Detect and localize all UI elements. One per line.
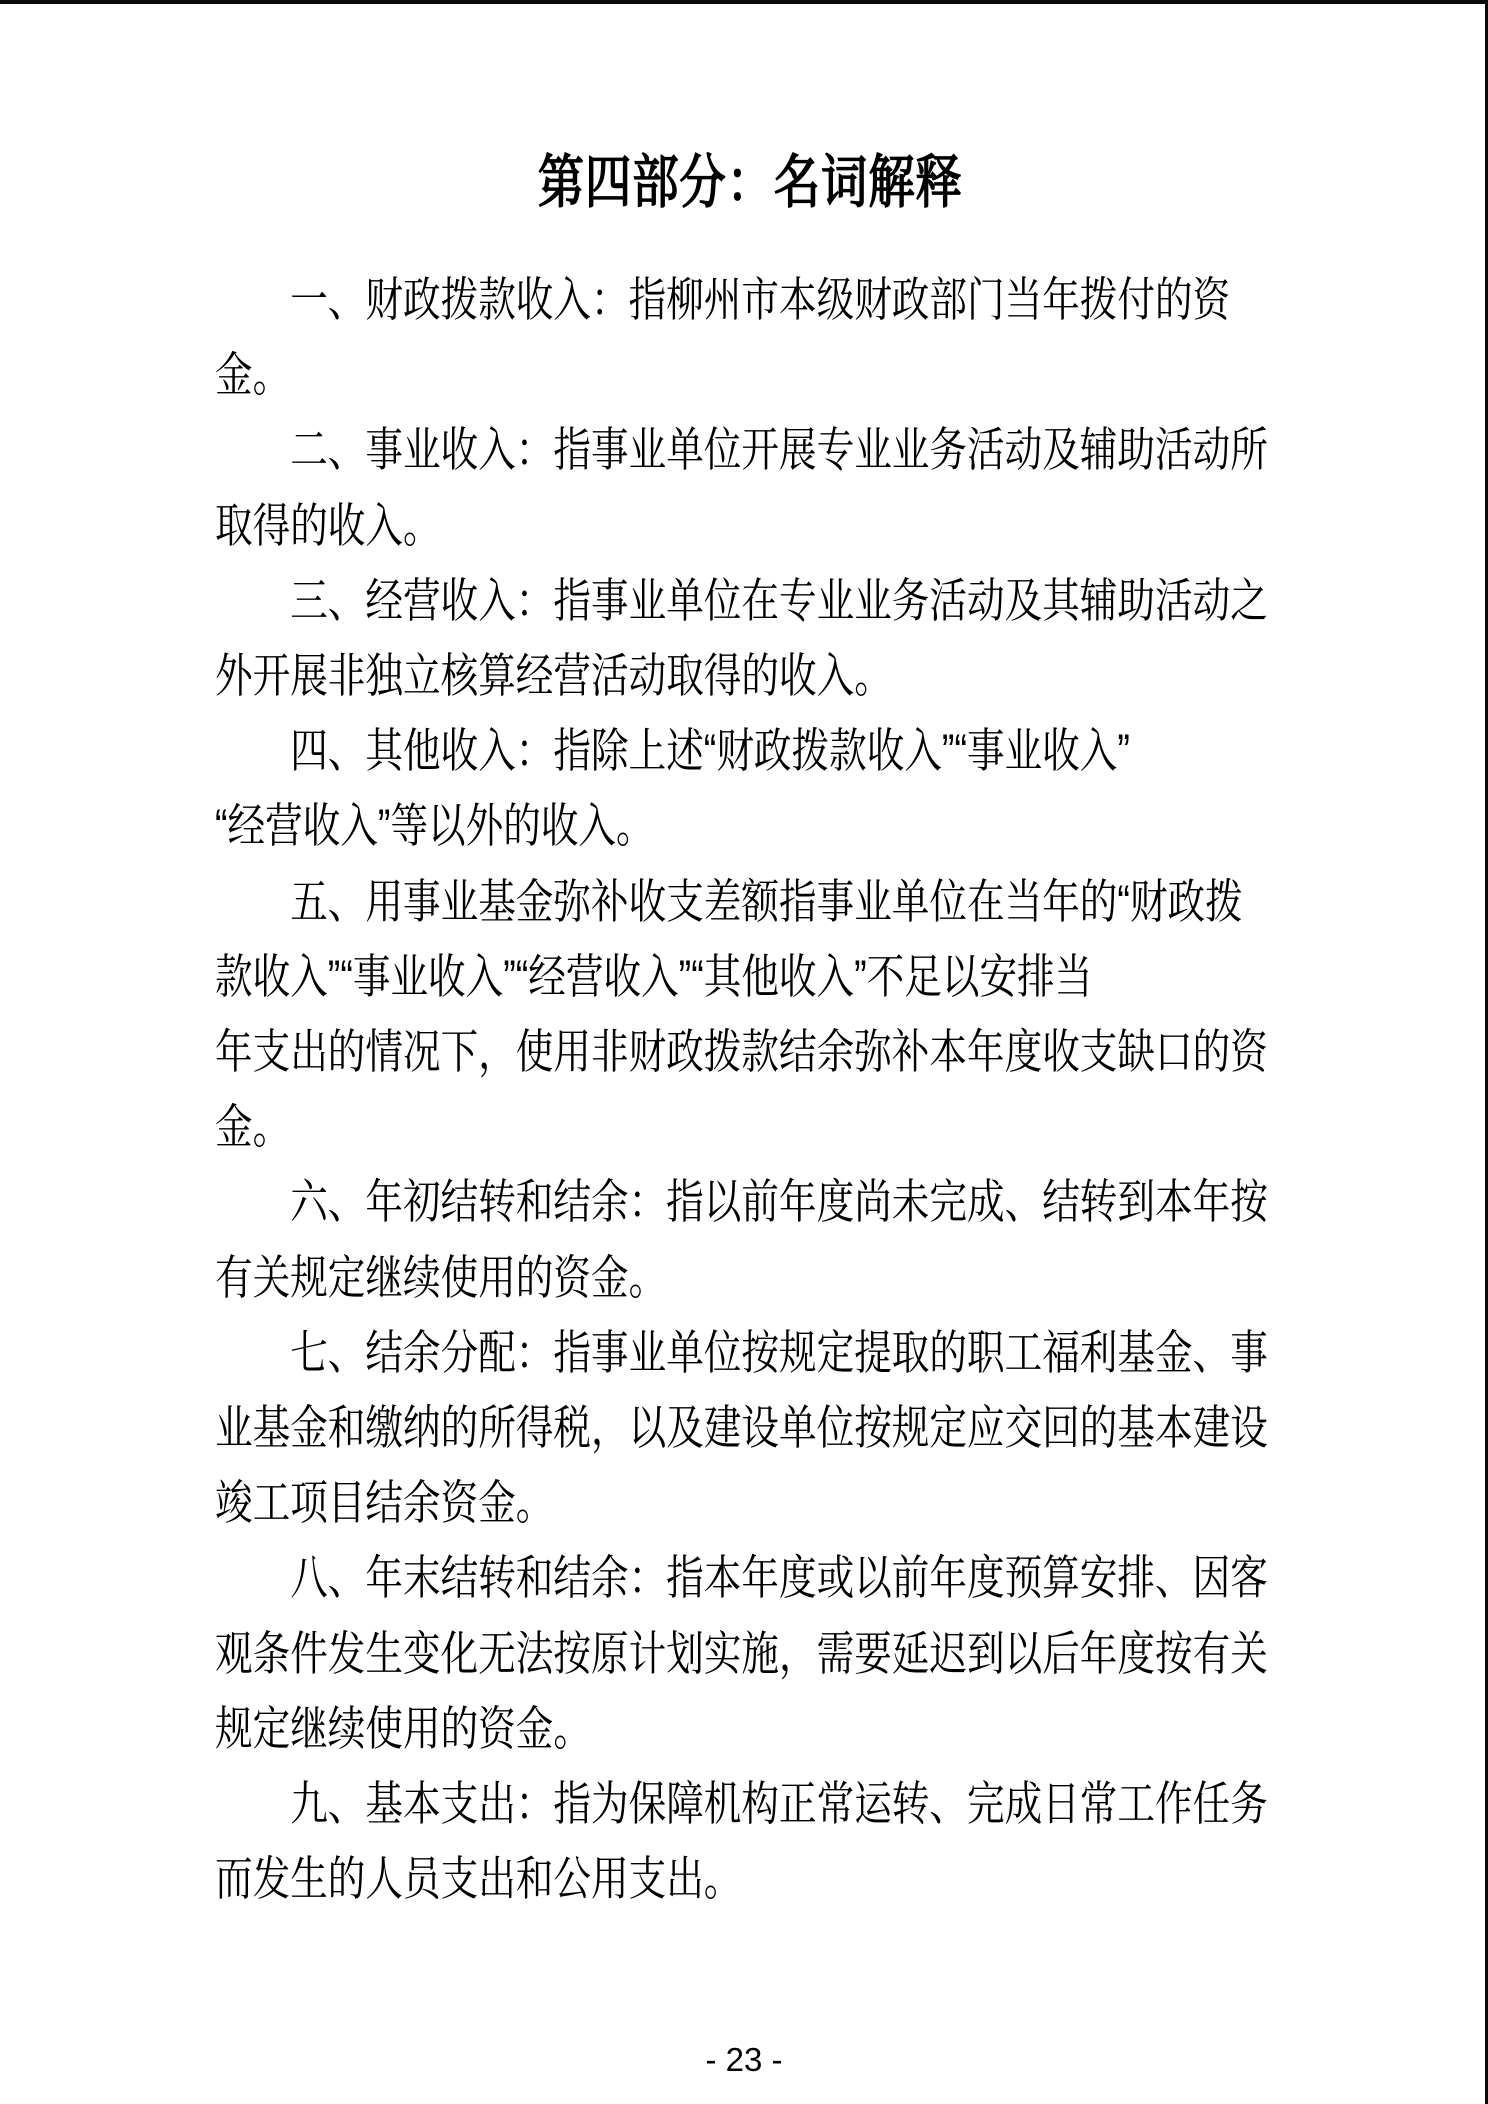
text-line: 七、结余分配：指事业单位按规定提取的职工福利基金、事 bbox=[290, 1325, 1268, 1379]
page-number: - 23 - bbox=[705, 2041, 783, 2078]
text-line: 五、用事业基金弥补收支差额指事业单位在当年的“财政拨 bbox=[290, 874, 1243, 928]
text-line: “经营收入”等以外的收入。 bbox=[215, 799, 654, 853]
paragraph bbox=[215, 1164, 1285, 1314]
text-line: 年支出的情况下，使用非财政拨款结余弥补本年度收支缺口的资 bbox=[215, 1025, 1268, 1079]
text-line: 八、年末结转和结余：指本年度或以前年度预算安排、因客 bbox=[290, 1551, 1268, 1605]
text-line: 观条件发生变化无法按原计划实施，需要延迟到以后年度按有关 bbox=[215, 1626, 1268, 1680]
text-line: 竣工项目结余资金。 bbox=[215, 1476, 554, 1530]
text-line: 九、基本支出：指为保障机构正常运转、完成日常工作任务 bbox=[290, 1777, 1268, 1831]
paragraph bbox=[215, 262, 1285, 412]
paragraph bbox=[215, 713, 1285, 863]
text-line: 一、财政拨款收入：指柳州市本级财政部门当年拨付的资 bbox=[290, 273, 1231, 326]
text-line: 四、其他收入：指除上述“财政拨款收入”“事业收入” bbox=[290, 724, 1130, 778]
paragraph-list bbox=[215, 262, 1285, 1916]
text-line: 规定继续使用的资金。 bbox=[215, 1701, 591, 1755]
paragraph bbox=[215, 563, 1285, 713]
text-line: 而发生的人员支出和公用支出。 bbox=[215, 1852, 742, 1906]
text-line: 业基金和缴纳的所得税，以及建设单位按规定应交回的基本建设 bbox=[215, 1401, 1268, 1455]
section-title: 第四部分：名词解释 bbox=[537, 150, 963, 215]
text-line: 取得的收入。 bbox=[215, 498, 441, 552]
document-content bbox=[215, 145, 1285, 1916]
text-line: 有关规定继续使用的资金。 bbox=[215, 1250, 667, 1304]
scan-edge-top bbox=[0, 0, 1488, 4]
text-line: 款收入”“事业收入”“经营收入”“其他收入”不足以安排当 bbox=[215, 949, 1093, 1003]
text-line: 金。 bbox=[215, 348, 291, 402]
paragraph bbox=[215, 1766, 1285, 1916]
paragraph bbox=[215, 1540, 1285, 1766]
paragraph bbox=[215, 864, 1285, 1165]
paragraph bbox=[215, 412, 1285, 562]
text-line: 外开展非独立核算经营活动取得的收入。 bbox=[215, 649, 892, 703]
text-line: 三、经营收入：指事业单位在专业业务活动及其辅助活动之 bbox=[290, 573, 1268, 627]
paragraph bbox=[215, 1315, 1285, 1541]
text-line: 金。 bbox=[215, 1100, 291, 1154]
text-line: 二、事业收入：指事业单位开展专业业务活动及辅助活动所 bbox=[290, 423, 1268, 477]
text-line: 六、年初结转和结余：指以前年度尚未完成、结转到本年按 bbox=[290, 1175, 1268, 1229]
